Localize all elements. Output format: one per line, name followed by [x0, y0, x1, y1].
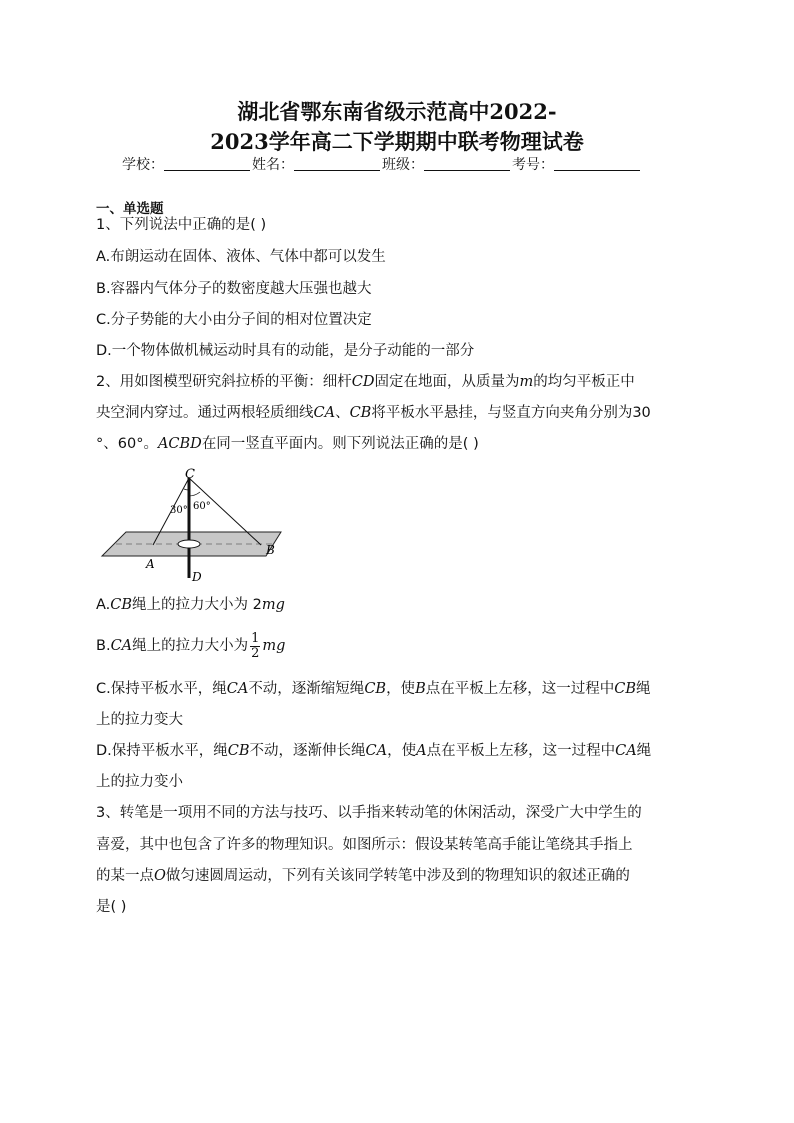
q3-stem-line3: 的某一点O做匀速圆周运动，下列有关该同学转笔中涉及到的物理知识的叙述正确的 [96, 868, 630, 884]
q3-stem-line2: 喜爱，其中也包含了许多的物理知识。如图所示：假设某转笔高手能让笔绕其手指上 [96, 837, 633, 853]
q2-stem-line3: °、60°。ACBD在同一竖直平面内。则下列说法正确的是( ) [96, 436, 479, 452]
q2-option-c-line2: 上的拉力变大 [96, 712, 183, 728]
class-label: 班级： [382, 157, 424, 173]
q1-stem: 1、下列说法中正确的是( ) [96, 217, 267, 233]
q2-stem-line2: 央空洞内穿过。通过两根轻质细线CA、CB将平板水平悬挂，与竖直方向夹角分别为30 [96, 405, 651, 421]
label-c: C [185, 467, 195, 482]
label-d: D [192, 570, 202, 584]
label-a: A [146, 557, 155, 571]
school-blank[interactable] [164, 156, 250, 171]
q1-option-c: C.分子势能的大小由分子间的相对位置决定 [96, 312, 372, 328]
q2-stem-line1: 2、用如图模型研究斜拉桥的平衡：细杆CD固定在地面，从质量为m的均匀平板正中 [96, 374, 635, 390]
student-info-row [122, 154, 642, 174]
q2-option-b: B.CA绳上的拉力大小为 $\frac{1}{2}$ mg [96, 631, 286, 661]
exam-number-label: 考号： [512, 157, 554, 173]
q2-option-d-line2: 上的拉力变小 [96, 774, 183, 790]
fraction-one-half: $\frac{1}{2}$ [251, 631, 260, 661]
q1-option-a: A.布朗运动在固体、液体、气体中都可以发生 [96, 249, 386, 265]
q1-option-b: B.容器内气体分子的数密度越大压强也越大 [96, 281, 372, 297]
name-blank[interactable] [294, 156, 380, 171]
q1-option-d: D.一个物体做机械运动时具有的动能，是分子动能的一部分 [96, 343, 475, 359]
exam-number-blank[interactable] [554, 156, 640, 171]
class-blank[interactable] [424, 156, 510, 171]
exam-title-line1: 湖北省鄂东南省级示范高中2022- [237, 99, 557, 124]
plate-hole [178, 540, 200, 548]
school-label: 学校： [122, 157, 164, 173]
q3-stem-line4: 是( ) [96, 899, 127, 915]
q2-option-c-line1: C.保持平板水平，绳CA不动，逐渐缩短绳CB，使B点在平板上左移，这一过程中CB绳 [96, 681, 651, 697]
q2-option-d-line1: D.保持平板水平，绳CB不动，逐渐伸长绳CA，使A点在平板上左移，这一过程中CA绳 [96, 743, 652, 759]
q3-stem-line1: 3、转笔是一项用不同的方法与技巧、以手指来转动笔的休闲活动，深受广大中学生的 [96, 805, 642, 821]
angle-arc-60 [189, 492, 200, 496]
q2-option-a: A.CB绳上的拉力大小为 2mg [96, 597, 285, 613]
q2-figure [96, 466, 296, 588]
section-heading: 一、单选题 [96, 201, 164, 217]
exam-title-line2: 2023学年高二下学期期中联考物理试卷 [210, 129, 584, 154]
label-b: B [266, 543, 275, 557]
label-angle-30: 30° [170, 505, 188, 516]
name-label: 姓名： [252, 157, 294, 173]
label-angle-60: 60° [193, 501, 211, 512]
